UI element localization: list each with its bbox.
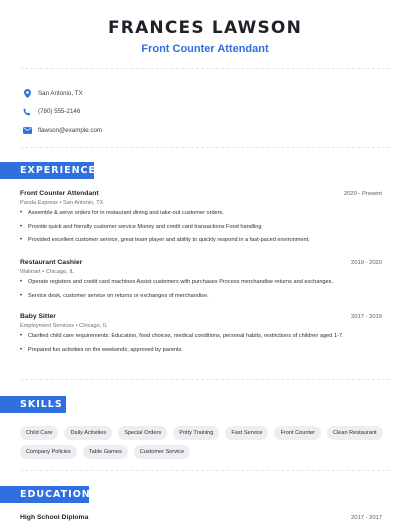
email-text[interactable]: flawson@example.com: [38, 126, 103, 134]
job-location: Chicago, IL: [79, 323, 108, 329]
job-company: Panda Express: [20, 200, 58, 206]
job-bullet: • Operate registers and credit card machines Assist customers with purchases Process merchandise returns and exchanges.: [20, 279, 334, 285]
section-title-experience: EXPERIENCE: [0, 162, 94, 179]
job-company-line: Walmart • Chicago, IL: [20, 269, 74, 275]
skill-chip: Fast Service: [225, 426, 268, 440]
job-title: Baby Sitter: [20, 313, 56, 320]
contact-email: [22, 121, 102, 140]
candidate-role: Front Counter Attendant: [141, 43, 269, 55]
job-title: Restaurant Cashier: [20, 259, 83, 266]
candidate-name: FRANCES LAWSON: [107, 18, 303, 38]
job-dates: 2017 - 2019: [351, 314, 382, 320]
contact-info: [22, 84, 102, 140]
mail-icon: [22, 125, 32, 135]
job-entry: [20, 313, 382, 360]
map-pin-icon: [22, 88, 32, 98]
job-company: Employment Services: [20, 323, 75, 329]
job-company-line: Employment Services • Chicago, IL: [20, 323, 108, 329]
skill-chip: Clean Restaurant: [327, 426, 383, 440]
contact-location: [22, 84, 102, 103]
job-entry: [20, 190, 382, 251]
job-entry: [20, 259, 382, 306]
job-title: Front Counter Attendant: [20, 190, 99, 197]
location-text: San Antonio, TX: [38, 89, 83, 97]
divider: [20, 68, 390, 69]
job-bullet: • Provide quick and friendly customer service Money and credit card transactions Food handling: [20, 223, 262, 230]
phone-text: (780) 555-2146: [38, 108, 81, 116]
job-bullet: • Assemble & serve orders for in restaurant dining and take-out customer orders.: [20, 210, 224, 216]
skill-chip: Special Orders: [118, 426, 167, 440]
education-degree: High School Diploma: [20, 514, 89, 521]
section-title-skills: SKILLS: [0, 396, 66, 413]
skill-chip: Customer Service: [134, 445, 190, 459]
job-bullet: • Clarified child care requirements: Education, food choices, medical conditions, personal habits, restrictions of children aged 1-7.: [20, 333, 344, 339]
education-entry: [20, 514, 382, 521]
divider: [20, 470, 390, 471]
job-company-line: Panda Express • San Antonio, TX: [20, 200, 104, 206]
skill-chip: Potty Training: [173, 426, 219, 440]
job-bullet: • Prepared fun activities on the weekends; approved by parents.: [20, 346, 183, 353]
education-dates: 2017 - 2017: [351, 515, 382, 521]
section-title-education: EDUCATION: [0, 486, 89, 503]
phone-icon: [22, 107, 32, 117]
contact-phone: [22, 103, 102, 122]
skill-chip: Front Counter: [274, 426, 321, 440]
job-dates: 2020 - Present: [343, 191, 382, 197]
skill-chip: Company Policies: [20, 445, 77, 459]
skills-list: [20, 426, 390, 459]
job-company: Walmart: [20, 269, 41, 275]
job-bullet: • Provided excellent customer service, great team player and ability to quickly respond in a fast-paced environment.: [20, 237, 310, 243]
divider: [20, 147, 390, 148]
resume-header: [0, 0, 410, 55]
divider: [20, 379, 390, 380]
skill-chip: Table Games: [83, 445, 128, 459]
skill-chip: Child Care: [20, 426, 58, 440]
job-location: San Antonio, TX: [63, 200, 104, 206]
job-dates: 2019 - 2020: [351, 260, 382, 266]
job-location: Chicago, IL: [45, 269, 74, 275]
skill-chip: Daily Activities: [64, 426, 112, 440]
job-bullet: • Service desk, customer service on returns or exchanges of merchandise.: [20, 292, 209, 299]
